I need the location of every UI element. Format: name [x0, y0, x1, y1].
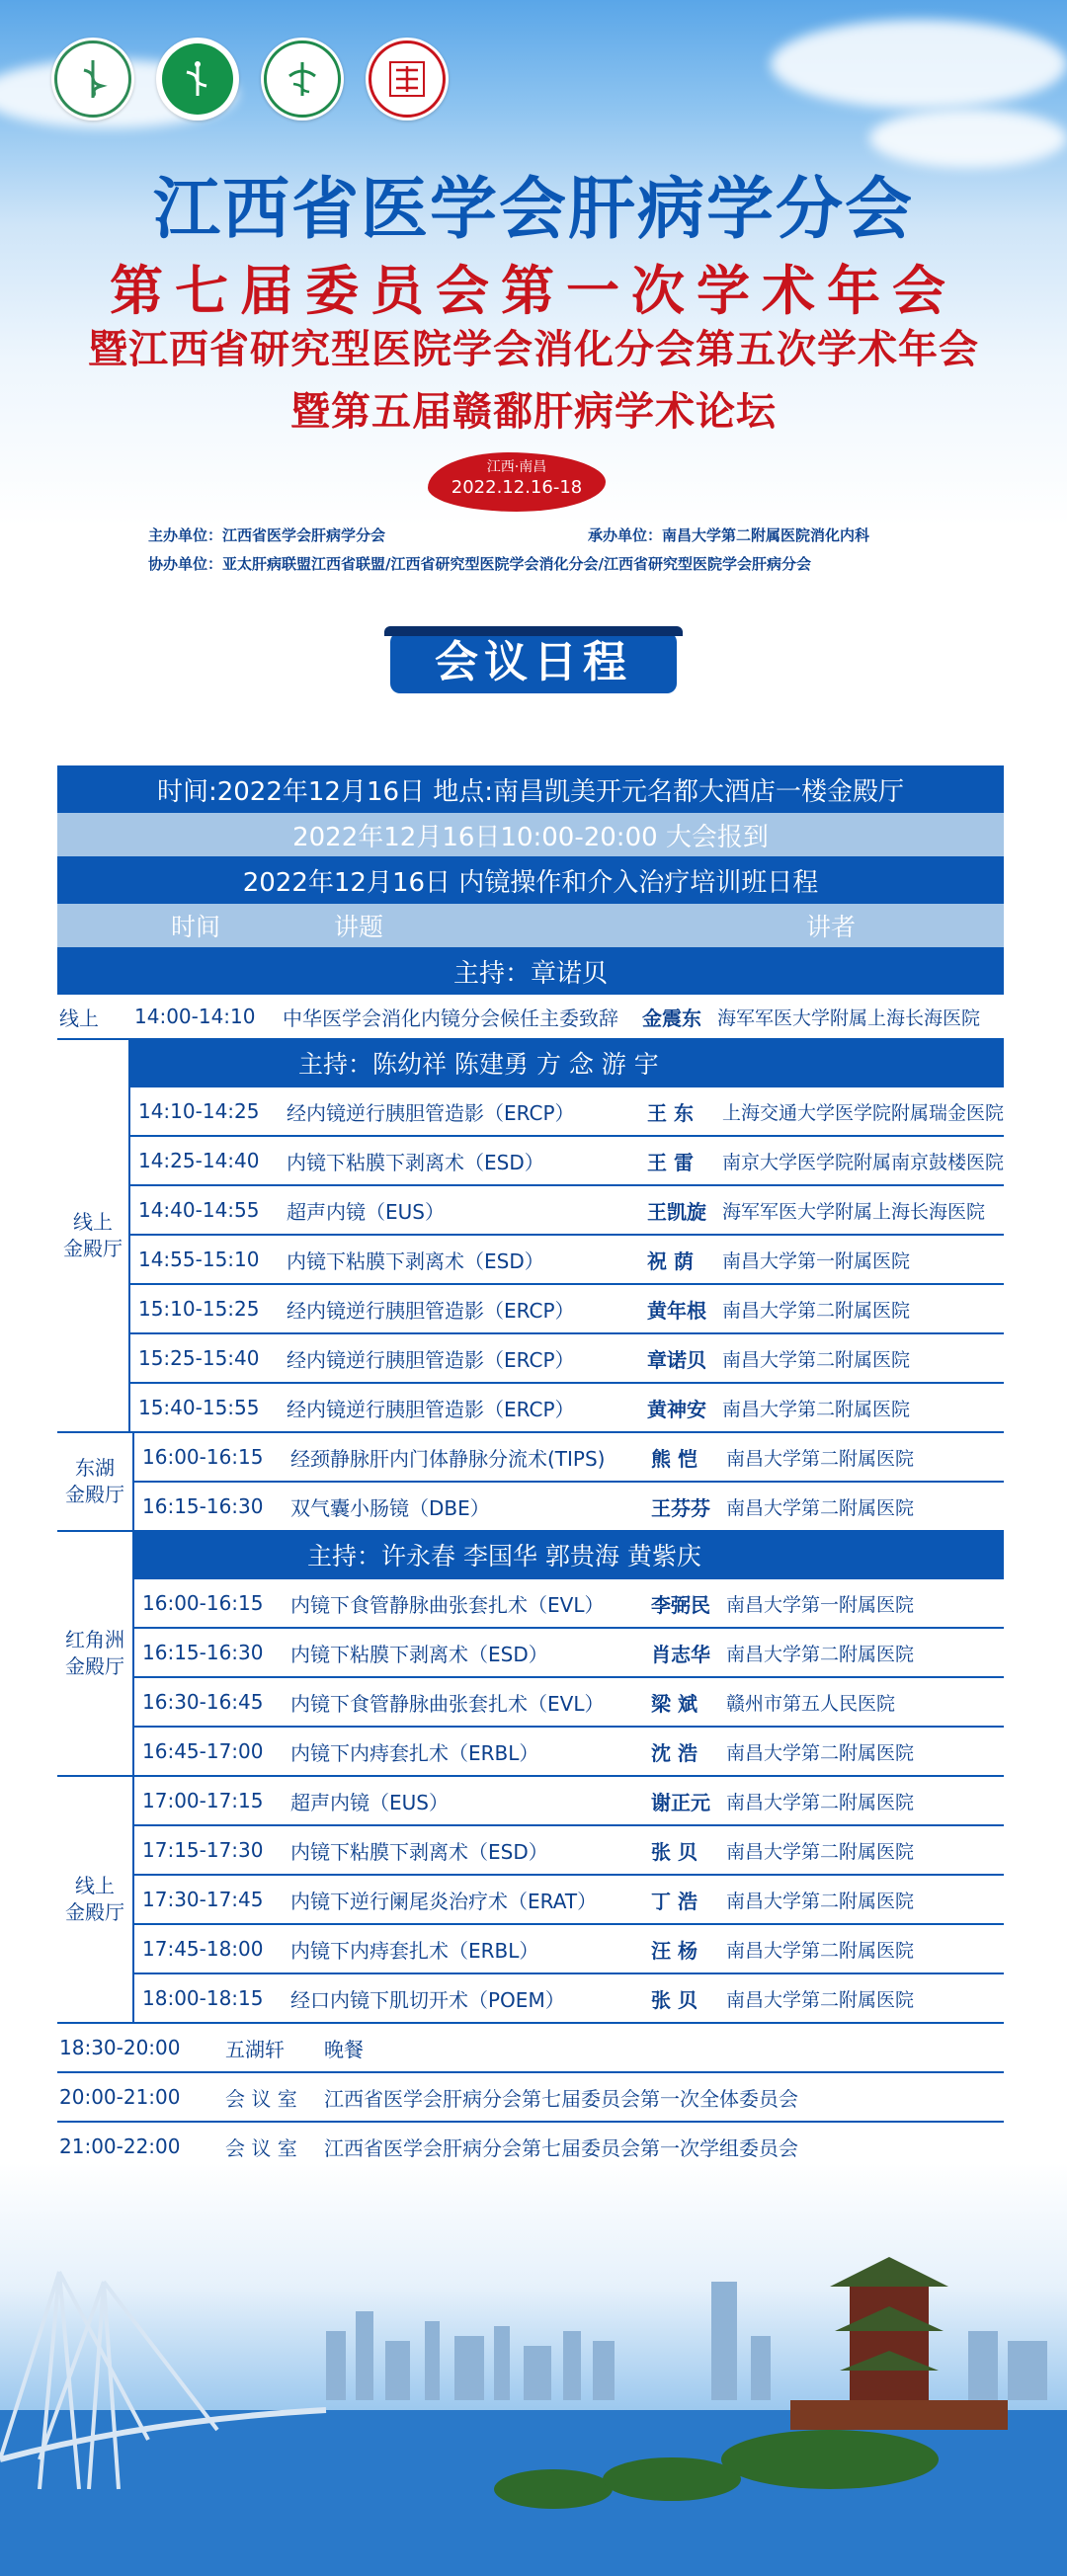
evening-schedule	[57, 2024, 1004, 2172]
hospital-cell: 南昌大学第二附属医院	[721, 1299, 910, 1322]
badge-date: 2022.12.16-18	[451, 476, 583, 498]
time-cell: 14:55-15:10	[137, 1248, 260, 1271]
co-organizer-organization: 协办单位：亚太肝病联盟江西省联盟/江西省研究型医院学会消化分会/江西省研究型医院学会肝病分会	[148, 555, 811, 573]
city-skyline-image	[0, 2163, 1067, 2576]
speaker-cell: 王 东	[646, 1100, 694, 1125]
topic-cell: 内镜下内痔套扎术（ERBL）	[290, 1740, 539, 1765]
speaker-cell: 王凯旋	[646, 1199, 706, 1224]
table-row	[130, 1087, 1004, 1137]
time-cell: 16:15-16:30	[142, 1494, 264, 1518]
table-row	[134, 1974, 1004, 2022]
table-row	[134, 1678, 1004, 1728]
hospital-cell: 南昌大学第二附属医院	[726, 1496, 915, 1519]
time-cell: 14:10-14:25	[137, 1099, 260, 1123]
session-block-1	[57, 1040, 1004, 1433]
hospital-cell: 南昌大学第二附属医院	[726, 1840, 915, 1863]
table-row	[130, 1186, 1004, 1236]
hospital-cell: 南昌大学第二附属医院	[726, 1988, 915, 2011]
time-cell: 14:40-14:55	[137, 1198, 260, 1222]
evening-place: 五湖轩	[225, 2037, 285, 2061]
hospital-cell: 上海交通大学医学院附属瑞金医院	[721, 1101, 1004, 1124]
evening-time: 18:30-20:00	[59, 2036, 181, 2059]
session-block-3	[57, 1532, 1004, 1777]
host-bar: 主持：许永春 李国华 郭贵海 黄紫庆	[134, 1532, 1004, 1579]
table-row	[134, 1629, 1004, 1678]
topic-cell: 内镜下粘膜下剥离术（ESD）	[286, 1248, 544, 1273]
topic-cell: 经内镜逆行胰胆管造影（ERCP）	[286, 1100, 575, 1125]
speaker-cell: 熊 恺	[651, 1446, 698, 1471]
evening-place: 会 议 室	[225, 2135, 297, 2160]
time-cell: 15:10-15:25	[137, 1297, 260, 1321]
speaker-cell: 汪 杨	[651, 1938, 698, 1963]
hospital-cell: 南京大学医学院附属南京鼓楼医院	[721, 1151, 1004, 1173]
title-line-3: 暨江西省研究型医院学会消化分会第五次学术年会	[88, 327, 979, 372]
topic-cell: 内镜下粘膜下剥离术（ESD）	[290, 1839, 548, 1864]
time-cell: 15:40-15:55	[137, 1396, 260, 1419]
evening-desc: 江西省医学会肝病分会第七届委员会第一次全体委员会	[324, 2086, 798, 2111]
table-row	[134, 1728, 1004, 1775]
topic-cell: 内镜下内痔套扎术（ERBL）	[290, 1938, 539, 1963]
hospital-cell: 海军军医大学附属上海长海医院	[717, 1006, 981, 1029]
schedule-heading: 会议日程	[390, 632, 677, 693]
evening-desc: 晚餐	[324, 2037, 364, 2061]
time-cell: 14:00-14:10	[134, 1005, 256, 1028]
time-cell: 16:30-16:45	[142, 1690, 264, 1714]
speaker-cell: 王芬芬	[651, 1495, 710, 1520]
hospital-cell: 南昌大学第二附属医院	[726, 1447, 915, 1470]
topic-cell: 超声内镜（EUS）	[290, 1790, 449, 1814]
hospital-cell: 南昌大学第二附属医院	[726, 1643, 915, 1665]
time-cell: 16:00-16:15	[142, 1445, 264, 1469]
hospital-cell: 赣州市第五人民医院	[726, 1692, 896, 1715]
hospital-cell: 南昌大学第二附属医院	[726, 1741, 915, 1764]
table-row	[134, 1579, 1004, 1629]
hospital-cell: 南昌大学第二附属医院	[721, 1398, 910, 1420]
topic-cell: 经内镜逆行胰胆管造影（ERCP）	[286, 1298, 575, 1323]
table-row	[134, 1876, 1004, 1925]
session-block-4	[57, 1777, 1004, 2024]
table-row	[57, 995, 1004, 1040]
time-cell: 15:25-15:40	[137, 1346, 260, 1370]
col-topic-header: 讲题	[334, 913, 384, 941]
hospital-cell: 南昌大学第一附属医院	[721, 1249, 910, 1272]
table-row	[134, 1483, 1004, 1530]
time-cell: 17:00-17:15	[142, 1789, 264, 1812]
evening-place: 会 议 室	[225, 2086, 297, 2111]
topic-cell: 内镜下食管静脉曲张套扎术（EVL）	[290, 1592, 605, 1617]
topic-cell: 超声内镜（EUS）	[286, 1199, 445, 1224]
table-row	[130, 1334, 1004, 1384]
venue-cell: 红角洲 金殿厅	[57, 1532, 134, 1775]
evening-row	[57, 2073, 1004, 2123]
evening-desc: 江西省医学会肝病分会第七届委员会第一次学组委员会	[324, 2135, 798, 2160]
page-subtitle: 第七届委员会第一次学术年会	[110, 259, 957, 322]
time-cell: 16:45-17:00	[142, 1739, 264, 1763]
topic-cell: 内镜下食管静脉曲张套扎术（EVL）	[290, 1691, 605, 1716]
title-line-4: 暨第五届赣鄱肝病学术论坛	[290, 389, 777, 435]
topic-cell: 经内镜逆行胰胆管造影（ERCP）	[286, 1347, 575, 1372]
training-bar: 2022年12月16日 内镜操作和介入治疗培训班日程	[57, 856, 1004, 904]
venue-cell: 线上 金殿厅	[57, 1040, 130, 1431]
time-cell: 16:00-16:15	[142, 1591, 264, 1615]
cloud-decoration	[771, 20, 1067, 109]
topic-cell: 经颈静脉肝内门体静脉分流术(TIPS)	[290, 1446, 606, 1471]
time-cell: 16:15-16:30	[142, 1641, 264, 1664]
apasl-logo	[156, 38, 239, 121]
time-cell: 18:00-18:15	[142, 1986, 264, 2010]
col-time-header: 时间	[170, 913, 220, 941]
speaker-cell: 沈 浩	[651, 1740, 698, 1765]
table-row	[134, 1925, 1004, 1974]
col-speaker-header: 讲者	[805, 913, 856, 941]
page-title: 江西省医学会肝病学分会	[152, 171, 914, 249]
table-row	[130, 1384, 1004, 1431]
topic-cell: 双气囊小肠镜（DBE）	[290, 1495, 490, 1520]
speaker-cell: 章诺贝	[646, 1347, 706, 1372]
time-cell: 17:30-17:45	[142, 1888, 264, 1911]
host-bar: 主持：章诺贝	[57, 947, 1004, 995]
jiangxi-medical-association-logo	[51, 38, 134, 121]
registration-bar: 2022年12月16日10:00-20:00 大会报到	[57, 813, 1004, 856]
host-bar: 主持：陈幼祥 陈建勇 方 念 游 宇	[130, 1040, 1004, 1087]
speaker-cell: 黄神安	[646, 1397, 706, 1421]
speaker-cell: 金震东	[642, 1006, 701, 1030]
speaker-cell: 祝 荫	[646, 1248, 694, 1273]
schedule-table	[57, 765, 1004, 2172]
organizer-organization: 承办单位：南昌大学第二附属医院消化内科	[588, 526, 870, 544]
badge-place: 江西·南昌	[486, 459, 547, 475]
speaker-cell: 丁 浩	[651, 1889, 698, 1913]
time-cell: 17:15-17:30	[142, 1838, 264, 1862]
speaker-cell: 李弼民	[651, 1592, 710, 1617]
speaker-cell: 黄年根	[646, 1298, 706, 1323]
logo-row	[51, 38, 449, 121]
table-row	[130, 1236, 1004, 1285]
speaker-cell: 张 贝	[651, 1839, 698, 1864]
host-organization: 主办单位：江西省医学会肝病学分会	[148, 526, 386, 544]
speaker-cell: 肖志华	[651, 1642, 710, 1666]
hospital-cell: 南昌大学第二附属医院	[726, 1939, 915, 1962]
table-header	[57, 904, 1004, 947]
speaker-cell: 谢正元	[651, 1790, 710, 1814]
topic-cell: 经口内镜下肌切开术（POEM）	[290, 1987, 565, 2012]
topic-cell: 内镜下逆行阑尾炎治疗术（ERAT）	[290, 1889, 598, 1913]
hospital-cell: 海军军医大学附属上海长海医院	[721, 1200, 985, 1223]
table-row	[130, 1137, 1004, 1186]
time-cell: 17:45-18:00	[142, 1937, 264, 1961]
time-cell: 14:25-14:40	[137, 1149, 260, 1172]
table-row	[134, 1433, 1004, 1483]
jiangxi-research-hospital-association-logo	[261, 38, 344, 121]
evening-time: 21:00-22:00	[59, 2134, 181, 2158]
hospital-cell: 南昌大学第二附属医院	[726, 1890, 915, 1912]
evening-time: 20:00-21:00	[59, 2085, 181, 2109]
venue-cell: 线上	[59, 1006, 99, 1030]
hospital-cell: 南昌大学第一附属医院	[726, 1593, 915, 1616]
topic-cell: 经内镜逆行胰胆管造影（ERCP）	[286, 1397, 575, 1421]
speaker-cell: 张 贝	[651, 1987, 698, 2012]
info-bar: 时间:2022年12月16日 地点:南昌凯美开元名都大酒店一楼金殿厅	[57, 765, 1004, 813]
hospital-cell: 南昌大学第二附属医院	[726, 1791, 915, 1813]
hospital-cell: 南昌大学第二附属医院	[721, 1348, 910, 1371]
session-block-2	[57, 1433, 1004, 1532]
venue-cell: 线上 金殿厅	[57, 1777, 134, 2022]
evening-row	[57, 2024, 1004, 2073]
table-row	[134, 1777, 1004, 1826]
topic-cell: 中华医学会消化内镜分会候任主委致辞	[283, 1006, 618, 1030]
date-location-badge	[428, 452, 606, 512]
topic-cell: 内镜下粘膜下剥离术（ESD）	[290, 1642, 548, 1666]
seal-logo	[366, 38, 449, 121]
table-row	[130, 1285, 1004, 1334]
table-row	[134, 1826, 1004, 1876]
speaker-cell: 梁 斌	[651, 1691, 698, 1716]
topic-cell: 内镜下粘膜下剥离术（ESD）	[286, 1150, 544, 1174]
speaker-cell: 王 雷	[646, 1150, 694, 1174]
venue-cell: 东湖 金殿厅	[57, 1433, 134, 1530]
